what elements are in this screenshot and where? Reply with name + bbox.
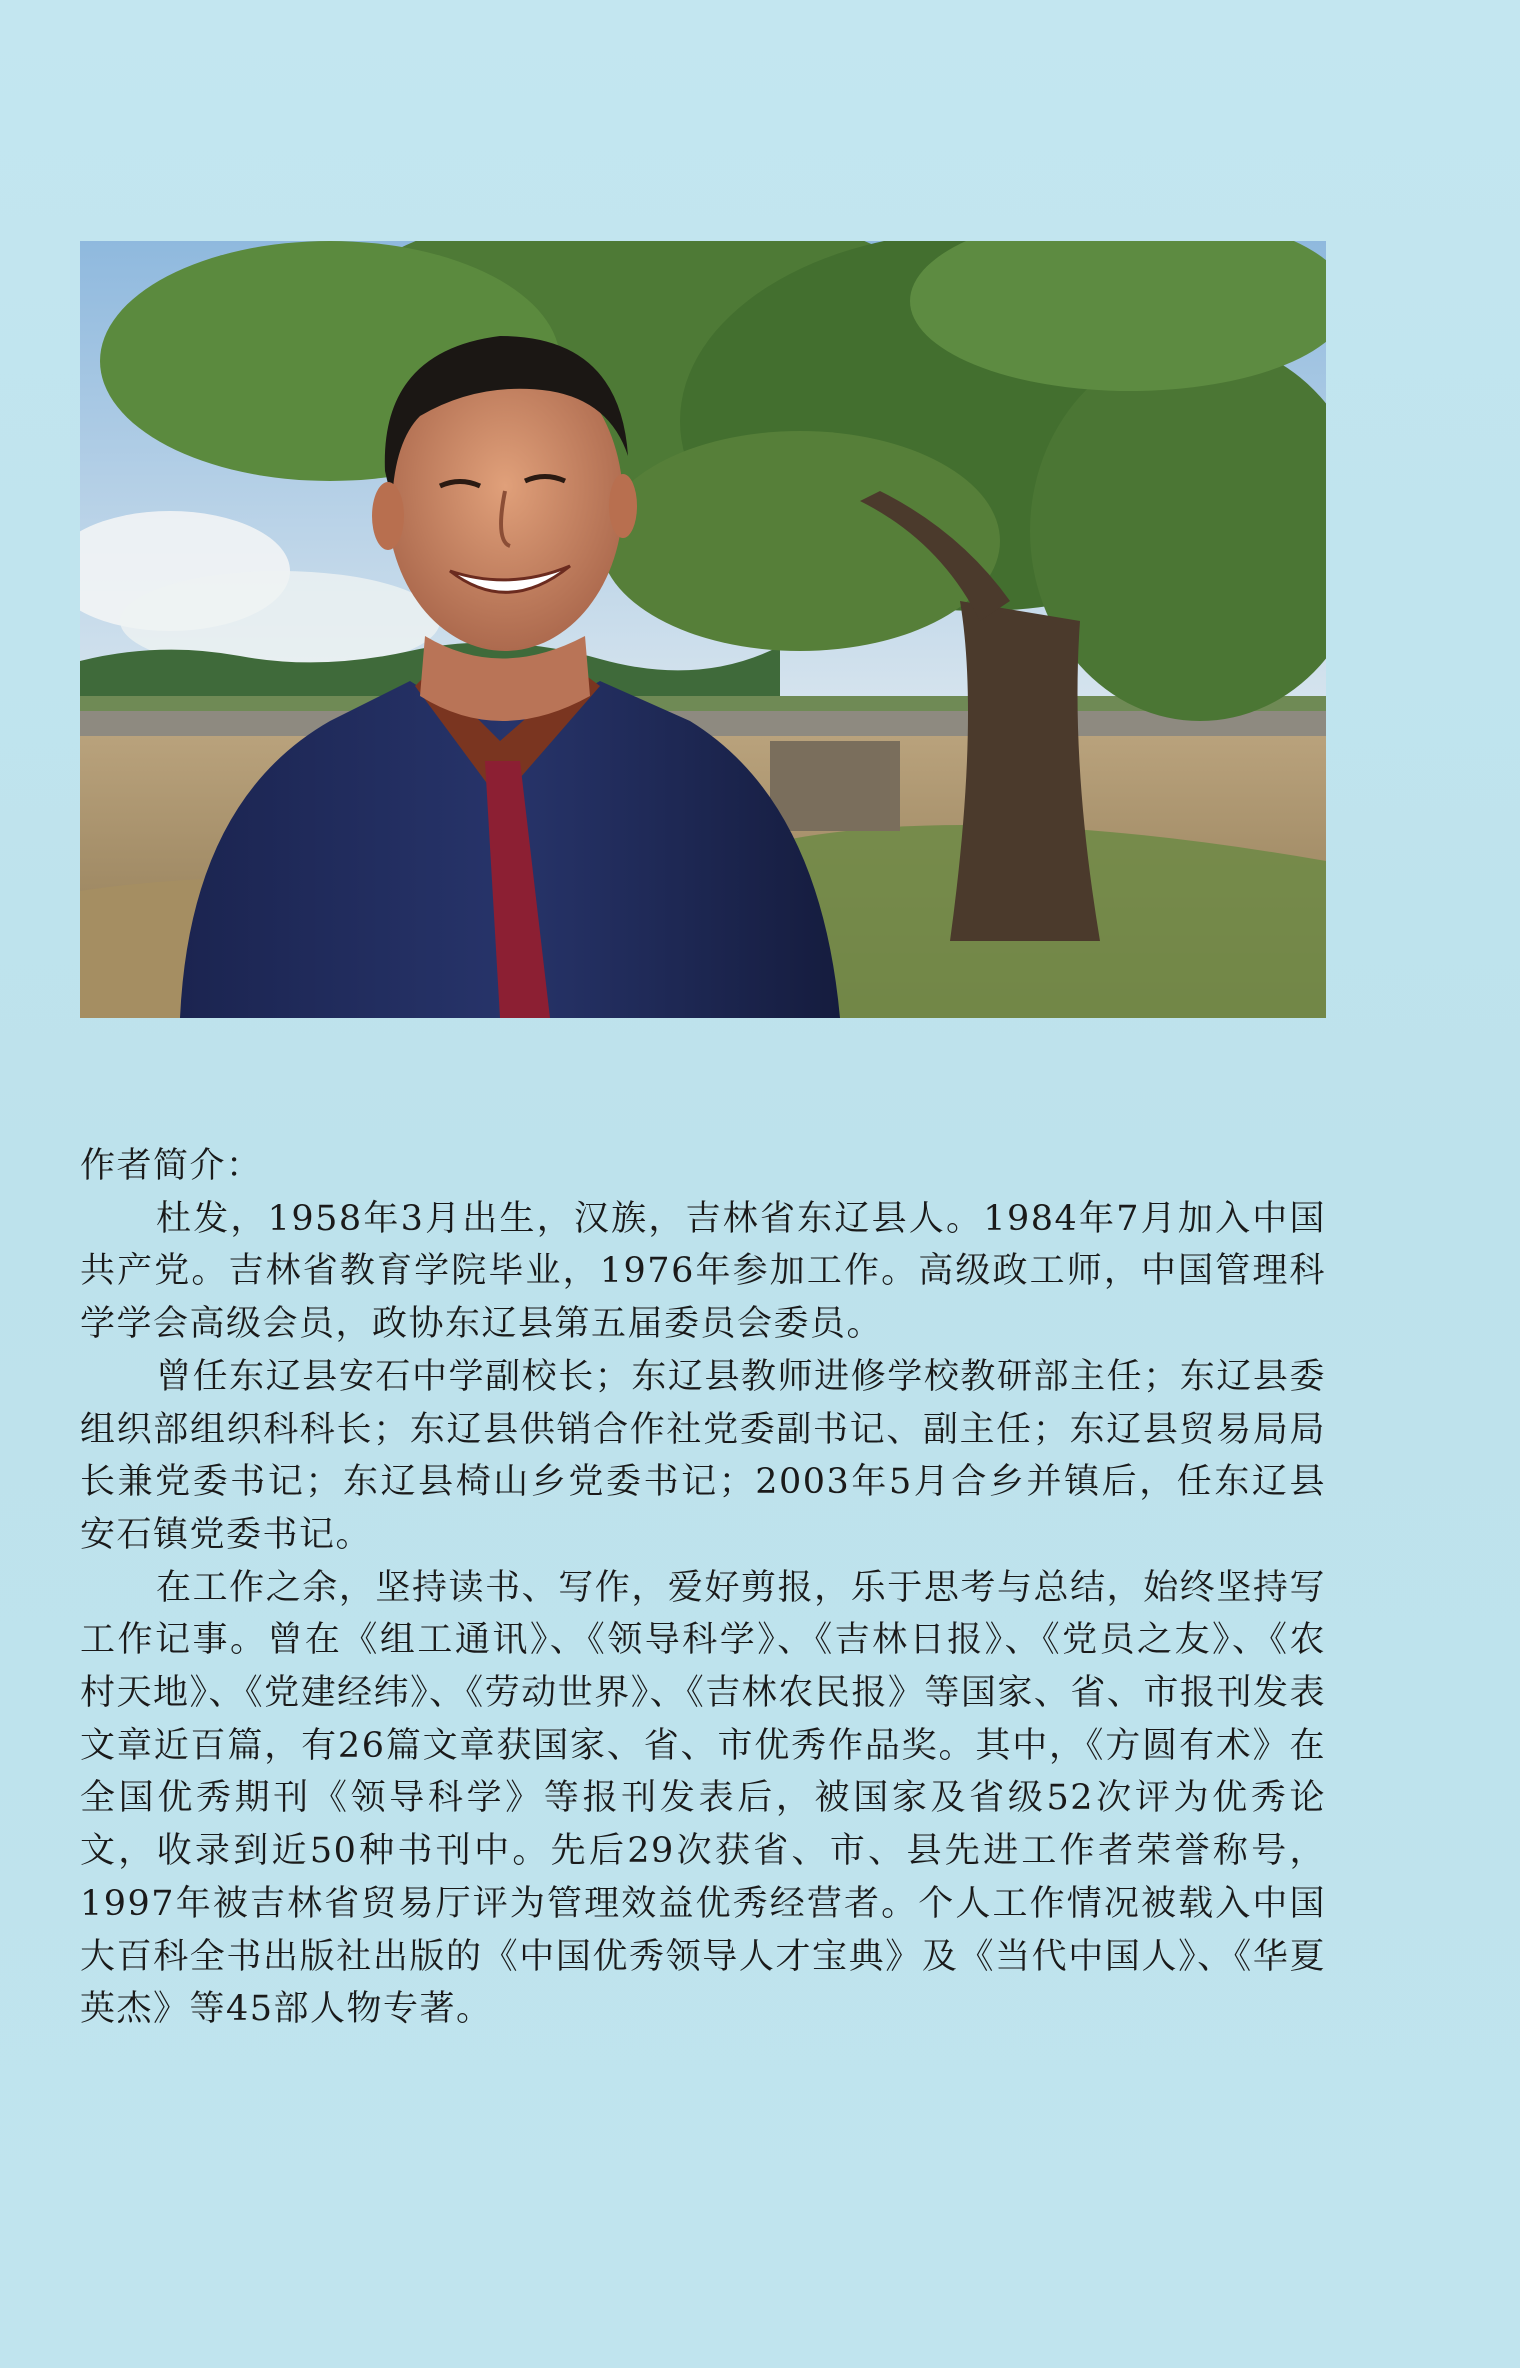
author-photo <box>80 241 1326 1018</box>
author-photo-illustration <box>80 241 1326 1018</box>
bio-paragraph-1: 杜发，1958年3月出生，汉族，吉林省东辽县人。1984年7月加入中国共产党。吉林省教育学院毕业，1976年参加工作。高级政工师，中国管理科学学会高级会员，政协东辽县第五届委员会委员。 <box>80 1198 1326 1345</box>
bio-paragraph-3: 在工作之余，坚持读书、写作，爱好剪报，乐于思考与总结，始终坚持写工作记事。曾在《组工通讯》、《领导科学》、《吉林日报》、《党员之友》、《农村天地》、《党建经纬》、《劳动世界》、《吉林农民报》等国家、省、市报刊发表文章近百篇，有26篇文章获国家、省、市优秀作品奖。其中，《方圆有术》在全国优秀期刊《领导科学》等报刊发表后，被国家及省级52次评为优秀论文，收录到近50种书刊中。先后29次获省、市、县先进工作者荣誉称号，1997年被吉林省贸易厅评为管理效益优秀经营者。个人工作情况被载入中国大百科全书出版社出版的《中国优秀领导人才宝典》及《当代中国人》、《华夏英杰》等45部人物专著。 <box>80 1567 1326 2030</box>
author-introduction <box>80 1140 1326 2036</box>
bio-heading: 作者简介： <box>80 1146 263 1186</box>
bio-paragraph-2: 曾任东辽县安石中学副校长；东辽县教师进修学校教研部主任；东辽县委组织部组织科科长；东辽县供销合作社党委副书记、副主任；东辽县贸易局局长兼党委书记；东辽县椅山乡党委书记；2003年5月合乡并镇后，任东辽县安石镇党委书记。 <box>80 1356 1326 1555</box>
